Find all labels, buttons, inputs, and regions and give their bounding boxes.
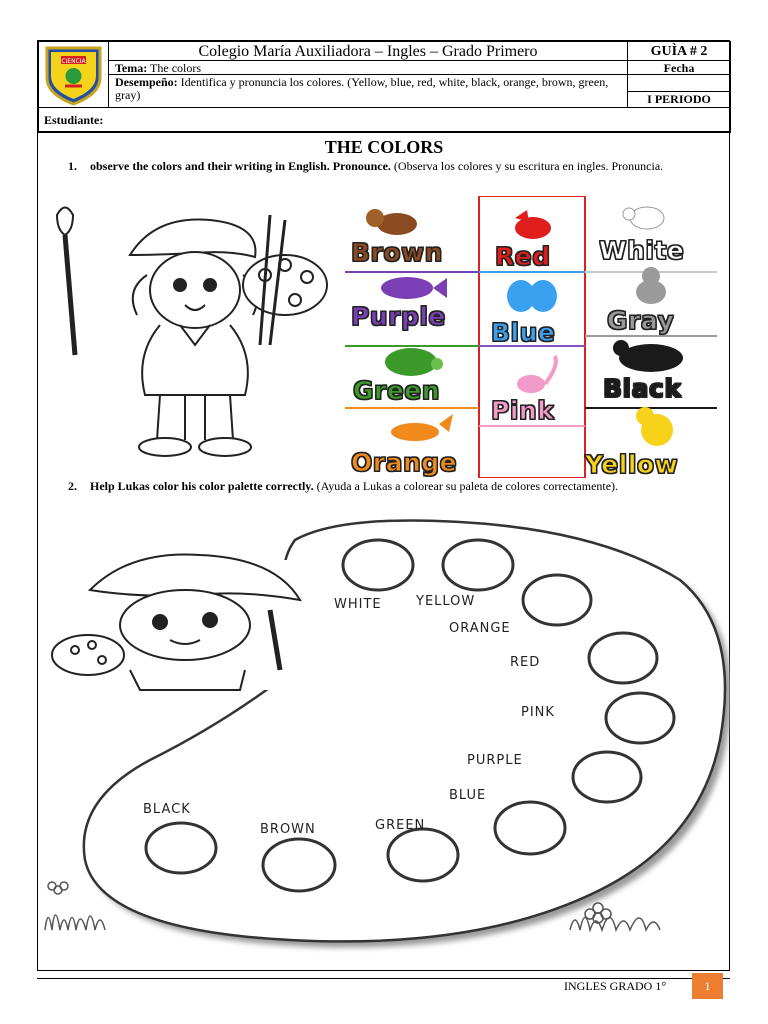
card-label-yellow: Yellow — [585, 450, 679, 479]
card-label-blue: Blue — [491, 318, 556, 347]
paint-well-pink — [606, 693, 674, 743]
palette-illustration — [40, 510, 730, 970]
palette-label-brown: BROWN — [260, 822, 316, 837]
fox-icon — [391, 414, 453, 441]
fecha-cell — [627, 60, 731, 75]
desempeno-value: Identifica y pronuncia los colores. (Yellow, blue, red, white, black, orange, brown, green, gray) — [115, 75, 609, 102]
instruction-1-number: 1. — [68, 159, 77, 173]
periodo-cell — [627, 91, 731, 108]
paint-well-orange — [523, 575, 591, 625]
dog-icon — [366, 209, 417, 235]
color-cards-grid — [345, 196, 717, 478]
sheep-icon — [623, 207, 664, 229]
paint-well-green — [388, 829, 458, 881]
instruction-1-bold: observe the colors and their writing in English. Pronounce. — [90, 159, 391, 173]
palette-label-purple: PURPLE — [467, 753, 523, 768]
fish-icon — [381, 277, 447, 299]
school-logo — [39, 42, 108, 107]
desempeno-cell — [108, 74, 628, 108]
turtle-icon — [385, 348, 443, 376]
logo-text: CIENCIA — [61, 58, 86, 65]
logo-cell — [38, 41, 109, 108]
card-label-orange: Orange — [351, 448, 458, 477]
paint-well-red — [589, 633, 657, 683]
flamingo-icon — [517, 356, 556, 393]
palette-label-yellow: YELLOW — [416, 594, 476, 609]
guide-cell — [627, 41, 731, 61]
header-table — [37, 40, 730, 132]
palette-label-red: RED — [510, 655, 541, 670]
palette-label-pink: PINK — [521, 705, 555, 720]
desempeno-label: Desempeño: — [115, 75, 178, 89]
periodo-label: I PERIODO — [647, 92, 711, 106]
fecha-label: Fecha — [663, 61, 695, 75]
card-label-pink: Pink — [491, 396, 555, 425]
card-label-red: Red — [495, 242, 551, 271]
page-number-badge: 1 — [692, 973, 723, 999]
footer-course: INGLES GRADO 1° — [564, 979, 667, 993]
card-label-green: Green — [353, 376, 441, 405]
palette-label-white: WHITE — [334, 597, 382, 612]
card-label-purple: Purple — [351, 302, 446, 331]
chick-icon — [636, 407, 673, 446]
butterfly-icon — [507, 280, 557, 312]
card-label-brown: Brown — [351, 238, 443, 267]
fecha-value-cell[interactable] — [627, 74, 731, 92]
card-label-gray: Gray — [607, 306, 675, 335]
cardinal-icon — [515, 210, 551, 239]
palette-label-black: BLACK — [143, 802, 191, 817]
paint-well-purple — [573, 752, 641, 802]
tema-label: Tema: — [115, 61, 148, 75]
bear-icon — [613, 340, 683, 372]
tema-value: The colors — [150, 61, 202, 75]
card-label-black: Black — [603, 374, 682, 403]
paint-well-white — [343, 540, 413, 590]
paint-well-blue — [495, 802, 565, 854]
page-title: THE COLORS — [324, 137, 444, 157]
school-title: Colegio María Auxiliadora – Ingles – Grado Primero — [198, 43, 538, 60]
guide-label: GUÌA # 2 — [650, 44, 708, 59]
tema-cell — [108, 60, 628, 75]
card-label-white: White — [599, 236, 685, 265]
instruction-2-bold: Help Lukas color his color palette correctly. — [90, 479, 314, 493]
instruction-1-normal: (Observa los colores y su escritura en ingles. Pronuncia. — [393, 159, 664, 173]
instruction-2-normal: (Ayuda a Lukas a colorear su paleta de colores correctamente). — [316, 479, 619, 493]
palette-label-blue: BLUE — [449, 788, 487, 803]
paint-well-black — [146, 823, 216, 873]
instruction-2-number: 2. — [68, 479, 77, 493]
palette-label-green: GREEN — [375, 818, 426, 833]
paint-well-brown — [263, 839, 335, 891]
desempeno-line — [115, 76, 620, 102]
paint-well-yellow — [443, 540, 513, 590]
estudiante-label: Estudiante: — [44, 113, 104, 127]
instruction-1 — [68, 158, 708, 174]
estudiante-cell[interactable] — [38, 107, 731, 133]
painter-girl-illustration — [45, 195, 335, 475]
instruction-2 — [68, 478, 708, 494]
palette-label-orange: ORANGE — [449, 621, 511, 636]
title-cell — [108, 41, 628, 61]
lukas-boy-illustration — [50, 554, 300, 690]
